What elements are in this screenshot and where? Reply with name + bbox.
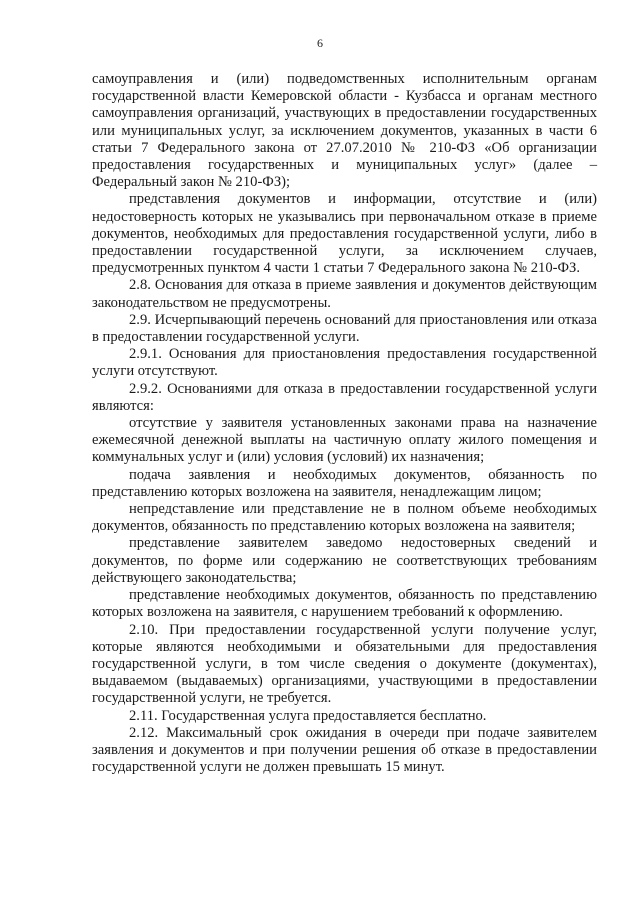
paragraph: 2.12. Максимальный срок ожидания в очереди при подаче заявителем заявления и документов и при получении решения об отказе в предоставлении государственной услуги не должен превышать 15 минут. [92,724,597,776]
paragraph: 2.11. Государственная услуга предоставляется бесплатно. [129,707,487,724]
paragraph: 2.9.2. Основаниями для отказа в предоставлении государственной услуги являются: [92,380,597,414]
paragraph: представление заявителем заведомо недостоверных сведений и документов, по форме или содержанию не соответствующих требованиям действующего законодательства; [92,535,597,586]
paragraph: представление необходимых документов, обязанность по представлению которых возложена на заявителя, с нарушением требований к оформлению. [92,587,597,621]
paragraph: 2.10. При предоставлении государственной услуги получение услуг, которые являются необходимыми и обязательными для предоставления государственной услуги, в том числе сведения о документе (документах), выдаваемом (выдаваемых) организациями, участвующими в предоставлении государственной услуги, не требуется. [92,621,597,707]
paragraph: самоуправления и (или) подведомственных исполнительным органам государственной власти Кемеровской области - Кузбасса и органам местного самоуправления организаций, участвующих в предоставлении государственных или муниципальных услуг, за исключением документов, указанных в части 6 статьи 7 Федерального закона от 27.07.2010 № 210-ФЗ «Об организации предоставления государственных и муниципальных услуг» (далее – Федеральный закон № 210-ФЗ); [92,71,597,191]
paragraph: представления документов и информации, отсутствие и (или) недостоверность которых не указывались при первоначальном отказе в приеме документов, необходимых для предоставления государственной услуги, либо в предоставлении государственной услуги, за исключением случаев, предусмотренных пунктом 4 части 1 статьи 7 Федерального закона № 210-ФЗ. [92,191,597,277]
paragraph: непредставление или представление не в полном объеме необходимых документов, обязанность по представлению которых возложена на заявителя; [92,501,597,535]
paragraph: отсутствие у заявителя установленных законами права на назначение ежемесячной денежной выплаты на частичную оплату жилого помещения и коммунальных услуг и (или) условия (условий) их назначения; [92,415,597,466]
paragraph: 2.9.1. Основания для приостановления предоставления государственной услуги отсутствуют. [92,346,597,380]
paragraph: подача заявления и необходимых документов, обязанность по представлению которых возложена на заявителя, ненадлежащим лицом; [92,466,597,500]
document-body [92,71,597,776]
paragraph: 2.8. Основания для отказа в приеме заявления и документов действующим законодательством не предусмотрены. [92,277,597,311]
page-number: 6 [317,36,323,50]
paragraph: 2.9. Исчерпывающий перечень оснований для приостановления или отказа в предоставлении государственной услуги. [92,311,597,346]
